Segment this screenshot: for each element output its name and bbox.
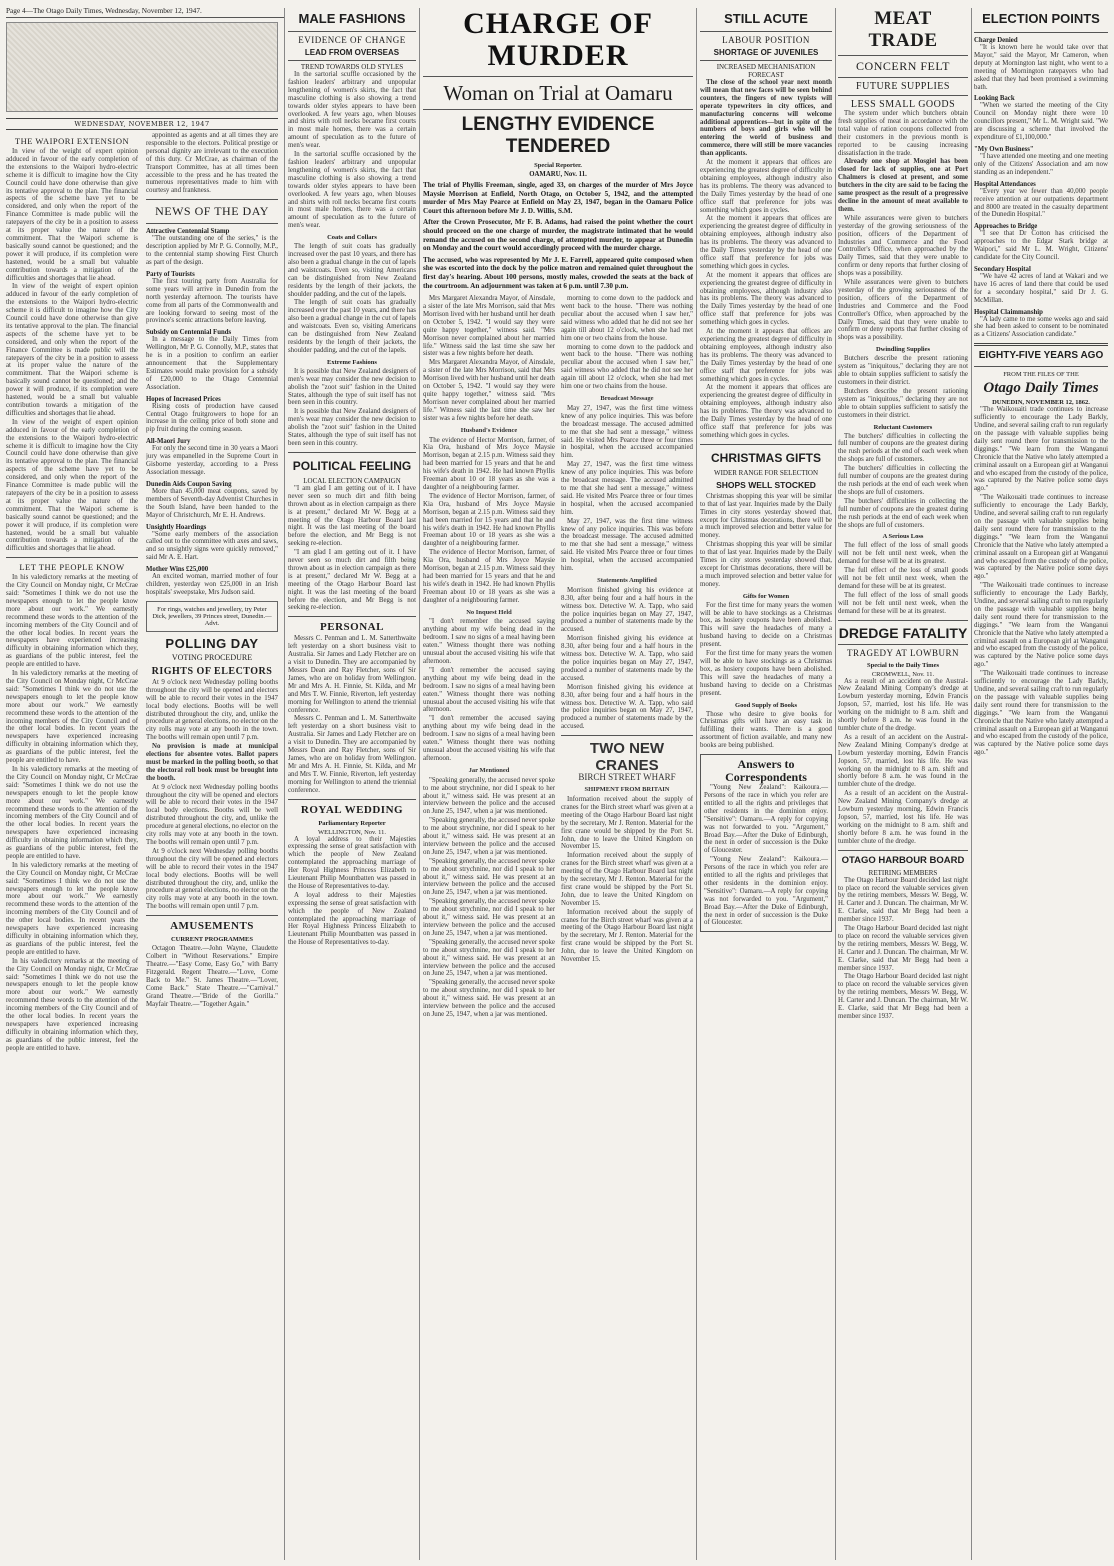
news-item-head: Attractive Centennial Stamp	[146, 228, 230, 236]
dredge-fatality-title: DREDGE FATALITY	[838, 624, 968, 641]
column-1	[6, 132, 278, 1560]
trial-right: morning to come down to the paddock and went back to the house. "There was nothing peculiar about the accused when I saw her," said witness who added that he did not see her again till about 12 o'clock, when she had met him one or two chains from the house. morning to come down to the paddock and went back to the house. "There was nothing peculiar about the accused when I saw her," said witness who added that he did not see her again till about 12 o'clock, when she had met him one or two chains from the house. Broadcast Message May 27, 1947, was the first time witness knew of any police inquiries. This was before the broadcast message. The accused admitted to me that she had sent a message," witness said. He visited Mrs Pearce three or four times in hospital, when the accused accompanied him. May 27, 1947, was the first time witness knew of any police inquiries. This was before the broadcast message. The accused admitted to me that she had sent a message," witness said. He visited Mrs Pearce three or four times in hospital, when the accused accompanied him. May 27, 1947, was the first time witness knew of any police inquiries. This was before the broadcast message. The accused admitted to me that she had sent a message," witness said. He visited Mrs Pearce three or four times in hospital, when the accused accompanied him. Statements Amplified Morrison finished giving his evidence at 8.30, after being four and a half hours in the witness box. Detective W. A. Tapp, who said the police inquiries began on May 27, 1947, produced a number of statements made by the accused. Morrison finished giving his evidence at 8.30, after being four and a half hours in the witness box. Detective W. A. Tapp, who said the police inquiries began on May 27, 1947, produced a number of statements made by the accused. Morrison finished giving his evidence at 8.30, after being four and a half hours in the witness box. Detective W. A. Tapp, who said the police inquiries began on May 27, 1947, produced a number of statements made by the accused. TWO NEW CRANES BIRCH STREET WHARF SHIPMENT FROM BRITAIN Information received about the supply of cranes for the Birch street wharf was given at a meeting of the Otago Harbour Board last night by the secretary, Mr J. Renton. Material for the first crane would be shipped by the Port St. John, due to leave the United Kingdom on November 15. Information received about the supply of cranes for the Birch street wharf was given at a meeting of the Otago Harbour Board last night by the secretary, Mr J. Renton. Material for the first crane would be shipped by the Port St. John, due to leave the United Kingdom on November 15. Information received about the supply of cranes for the Birch street wharf was given at a meeting of the Otago Harbour Board last night by the secretary, Mr J. Renton. Material for the first crane would be shipped by the Port St. John, due to leave the United Kingdom on November 15.	[561, 295, 693, 964]
news-item-head: All-Maori Jury	[146, 438, 191, 446]
column-6	[974, 8, 1108, 1560]
trial-body	[423, 295, 693, 1020]
election-item-head: Approaches to Bridge	[974, 223, 1038, 231]
jewellers-advert: For rings, watches and jewellery, try Peter Dick, jewellers, 39 Princes street, Dunedin.—Advt.	[146, 601, 278, 632]
masthead-illustration	[6, 22, 278, 112]
extreme-head: Extreme Fashions	[327, 358, 377, 366]
amusements-text: Octagon Theatre.—John Wayne, Claudette Colbert in "Without Reservations." Empire Theatre.—"Easy Come, Easy Go," with Barry Fitzgerald. Regent Theatre.—"Love, Come Back to Me." St. James Theatre.—"Lover, Come Back." State Theatre.—"Carnival." Grand Theatre.—"Bride of the Gorilla." Mayfair Theatre.—"Together Again."	[146, 945, 278, 1008]
election-points-title: ELECTION POINTS	[982, 11, 1100, 26]
election-item-text: "I see that Dr Cotton has criticised the approaches to the Edgar Stark bridge at Waipori," said Mr L. M. Wright, Citizens' candidate for the City Council.	[974, 230, 1108, 262]
meat-trade-title: MEAT TRADE	[868, 8, 938, 51]
news-intro: appointed as agents and at all times they are responsible to the electors. Political prestige or personal dignity are irrelevant to the execution of this duty. Cr McCrae, as chairman of the Transport Committee, has at all times been accessible to the press and he has treated the numerous representatives made to him with courtesy and frankness.	[146, 132, 278, 195]
polling-day-title: POLLING DAY	[165, 635, 259, 651]
election-item-text: "It is known here he would take over that Mayor," said the Mayor, Mr Cameron, when deputy at Mornington last night, who went to a meeting of Mornington ratepayers who had asked that they had been promised a swimming bath.	[974, 44, 1108, 91]
news-item-text: The first touring party from Australia for some years will arrive in Dunedin from the north yesterday afternoon. The tourists have come from all parts of the Commonwealth and are looking forward to seeing most of the province's scenic attractions before leaving.	[146, 277, 278, 325]
evidence-of-change-sub: EVIDENCE OF CHANGE	[288, 31, 416, 45]
people-text: In his valedictory remarks at the meeting of the City Council on Monday night, Cr McCrae said: "Sometimes I think we do not use the newspapers enough to let the people know more about our work." We earnestly recommend these words to the attention of the incoming members of the City Council and of the other local bodies. In recent years the newspapers have experienced increasing difficulty in obtaining information which they, as guardians of the public interest, feel the people are entitled to have. In his valedictory remarks at the meeting of the City Council on Monday night, Cr McCrae said: "Sometimes I think we do not use the newspapers enough to let the people know more about our work." We earnestly recommend these words to the attention of the incoming members of the City Council and of the other local bodies. In recent years the newspapers have experienced increasing difficulty in obtaining information which they, as guardians of the public interest, feel the people are entitled to have. In his valedictory remarks at the meeting of the City Council on Monday night, Cr McCrae said: "Sometimes I think we do not use the newspapers enough to let the people know more about our work." We earnestly recommend these words to the attention of the incoming members of the City Council and of the other local bodies. In recent years the newspapers have experienced increasing difficulty in obtaining information which they, as guardians of the public interest, feel the people are entitled to have. In his valedictory remarks at the meeting of the City Council on Monday night, Cr McCrae said: "Sometimes I think we do not use the newspapers enough to let the people know more about our work." We earnestly recommend these words to the attention of the incoming members of the City Council and of the other local bodies. In recent years the newspapers have experienced increasing difficulty in obtaining information which they, as guardians of the public interest, feel the people are entitled to have. In his valedictory remarks at the meeting of the City Council on Monday night, Cr McCrae said: "Sometimes I think we do not use the newspapers enough to let the people know more about our work." We earnestly recommend these words to the attention of the incoming members of the City Council and of the other local bodies. In recent years the newspapers have experienced increasing difficulty in obtaining information which they, as guardians of the public interest, feel the people are entitled to have.	[6, 574, 138, 1052]
editorial-text: In view of the weight of expert opinion adduced in favour of the early completion of the extensions to the Waipori hydro-electric scheme it is difficult to imagine how the City Council could have done otherwise than give its tentative approval to the plan. The financial aspects of the scheme have yet to be considered, and only when the report of the Finance Committee is made public will the ratepayers of the city be in a position to assess at its proper value the nature of the commitment. That the Waipori scheme is basically sound cannot be questioned; and the power it will produce, if its completion were hastened, would be a small but valuable contribution towards a mitigation of the difficulties and shortages that lie ahead. In view of the weight of expert opinion adduced in favour of the early completion of the extensions to the Waipori hydro-electric scheme it is difficult to imagine how the City Council could have done otherwise than give its tentative approval to the plan. The financial aspects of the scheme have yet to be considered, and only when the report of the Finance Committee is made public will the ratepayers of the city be in a position to assess at its proper value the nature of the commitment. That the Waipori scheme is basically sound cannot be questioned; and the power it will produce, if its completion were hastened, would be a small but valuable contribution towards a mitigation of the difficulties and shortages that lie ahead. In view of the weight of expert opinion adduced in favour of the early completion of the extensions to the Waipori hydro-electric scheme it is difficult to imagine how the City Council could have done otherwise than give its tentative approval to the plan. The financial aspects of the scheme have yet to be considered, and only when the report of the Finance Committee is made public will the ratepayers of the city be in a position to assess at its proper value the nature of the commitment. That the Waipori scheme is basically sound cannot be questioned; and the power it will produce, if its completion were hastened, would be a small but valuable contribution towards a mitigation of the difficulties and shortages that lie ahead.	[6, 148, 138, 553]
news-item-text: For only the second time in 30 years a Maori jury was empanelled in the Supreme Court in Gisborne yesterday, according to a Press Association message.	[146, 445, 278, 476]
column-3	[423, 8, 693, 1560]
news-item-text: In a message to the Daily Times from Wellington, Mr P. G. Connolly, M.P., states that he is in a position to confirm an earlier announcement that the Supplementary Estimates would make provision for a subsidy of £20,000 to the Otago Centennial Association.	[146, 336, 278, 391]
news-item-head: Subsidy on Centennial Funds	[146, 329, 232, 337]
meat-intro: The system under which butchers obtain fresh supplies of meat in accordance with the total value of ration coupons collected from their customers in the previous month is reported to be causing increasing dissatisfaction in the trade.	[838, 110, 968, 157]
column-2	[288, 8, 416, 1560]
news-item-text: More than 45,000 meat coupons, saved by members of Seventh-day Adventist Churches in the South Island, have been handed to the Mayor of Christchurch, Mr E. H. Andrews.	[146, 487, 278, 519]
election-item-head: "My Own Business"	[974, 145, 1034, 153]
answers-title: Answers to Correspondents	[725, 757, 807, 785]
page-header-line: Page 4—The Otago Daily Times, Wednesday, November 12, 1947.	[6, 6, 284, 18]
election-item-text: "When we started the meeting of the City Council on Monday night there were 10 councillors present," Mr L. M. Wright said. "We are discussing a scheme that involved the expenditure of £1,100,000."	[974, 102, 1108, 142]
election-item-head: Hospital Attendances	[974, 180, 1036, 188]
eighty-five-years-title: EIGHTY-FIVE YEARS AGO	[978, 350, 1104, 362]
election-item-text: "Every year we fewer than 40,000 people receive attention at our outpatients department and 8000 are treated in the casualty department of the Dunedin Hospital."	[974, 187, 1108, 219]
special-reporter: Special Reporter.	[534, 162, 582, 169]
dredge-special: Special to the Daily Times	[867, 661, 939, 669]
personal-title: PERSONAL	[320, 621, 384, 634]
harbour-text: The Otago Harbour Board decided last night to place on record the valuable services given by the retiring members, Messrs W. Begg, W. H. Carter and J. Duncan. The chairman, Mr W. E. Clarke, said that Mr Begg had been a member since 1937. The Otago Harbour Board decided last night to place on record the valuable services given by the retiring members, Messrs W. Begg, W. H. Carter and J. Duncan. The chairman, Mr W. E. Clarke, said that Mr Begg had been a member since 1937. The Otago Harbour Board decided last night to place on record the valuable services given by the retiring members, Messrs W. Begg, W. H. Carter and J. Duncan. The chairman, Mr W. E. Clarke, said that Mr Begg had been a member since 1937.	[838, 876, 968, 1020]
shortage-juveniles-sub: SHORTAGE OF JUVENILES	[713, 48, 819, 57]
books-head: Good Supply of Books	[735, 701, 797, 709]
news-item-text: "Some early members of the association called out to the committee with axes and saws, and so unsightly signs were quickly removed," said Mr A. E. Hart.	[146, 530, 278, 562]
current-programmes-sub: CURRENT PROGRAMMES	[170, 936, 254, 944]
dredge-place: CROMWELL, Nov. 11.	[871, 670, 935, 678]
shops-stocked-sub: SHOPS WELL STOCKED	[716, 479, 816, 490]
local-election-sub: LOCAL ELECTION CAMPAIGN	[303, 476, 401, 485]
shipment-sub: SHIPMENT FROM BRITAIN	[584, 786, 670, 794]
news-item-text: An excited woman, married mother of four children, yesterday won £25,000 in an Irish hospitals' sweepstake, Mrs Judson said.	[146, 573, 278, 596]
eighty-text: "The Waikouaiti trade continues to increase sufficiently to encourage the Lady Barkly, Undine, and several sailing craft to run regularly on the passage with valuable supplies being daily sent round there for transmission to the diggings." "We learn from the Wanganui Chronicle that the Native who lately attempted a criminal assault on a European girl at Wanganui and who escaped from the custody of the police, was captured by the Native police some days ago." "The Waikouaiti trade continues to increase sufficiently to encourage the Lady Barkly, Undine, and several sailing craft to run regularly on the passage with valuable supplies being daily sent round there for transmission to the diggings." "We learn from the Wanganui Chronicle that the Native who lately attempted a criminal assault on a European girl at Wanganui and who escaped from the custody of the police, was captured by the Native police some days ago." "The Waikouaiti trade continues to increase sufficiently to encourage the Lady Barkly, Undine, and several sailing craft to run regularly on the passage with valuable supplies being daily sent round there for transmission to the diggings." "We learn from the Wanganui Chronicle that the Native who lately attempted a criminal assault on a European girl at Wanganui and who escaped from the custody of the police, was captured by the Native police some days ago." "The Waikouaiti trade continues to increase sufficiently to encourage the Lady Barkly, Undine, and several sailing craft to run regularly on the passage with valuable supplies being daily sent round there for transmission to the diggings." "We learn from the Wanganui Chronicle that the Native who lately attempted a criminal assault on a European girl at Wanganui and who escaped from the custody of the police, was captured by the Native police some days ago."	[974, 406, 1108, 757]
meat-bold: Already one shop at Mosgiel has been closed for lack of supplies, one at Port Chalmers is closed at present, and some butchers in the city are said to be facing the same prospect as the result of a progressive decline in the amount of meat available to them.	[838, 158, 968, 213]
election-item-text: "A lady came to me some weeks ago and said she had been asked to consent to be nominated as a Citizens' Association candidate."	[974, 315, 1108, 339]
dredge-text: As a result of an accident on the Austral-New Zealand Mining Company's dredge at Lowburn yesterday morning, Edwin Francis Jopson, 57, married, lost his life. He was working on the midnight to 8 a.m. shift and shortly before 8 a.m. he was found in the tumbler chute of the dredge. As a result of an accident on the Austral-New Zealand Mining Company's dredge at Lowburn yesterday morning, Edwin Francis Jopson, 57, married, lost his life. He was working on the midnight to 8 a.m. shift and shortly before 8 a.m. he was found in the tumbler chute of the dredge. As a result of an accident on the Austral-New Zealand Mining Company's dredge at Lowburn yesterday morning, Edwin Francis Jopson, 57, married, lost his life. He was working on the midnight to 8 a.m. shift and shortly before 8 a.m. he was found in the tumbler chute of the dredge.	[838, 677, 968, 845]
people-title: LET THE PEOPLE KNOW	[19, 562, 125, 573]
lengthy-evidence-title: LENGTHY EVIDENCE TENDERED	[461, 114, 655, 157]
coats-head: Coats and Collars	[327, 234, 377, 242]
xmas-text: Christmas shopping this year will be similar to that of last year. Inquiries made by the Daily Times in city stores yesterday showed that, except for Christmas decorations, there will be a much improved selection and better value for money. Christmas shopping this year will be similar to that of last year. Inquiries made by the Daily Times in city stores yesterday showed that, except for Christmas decorations, there will be a much improved selection and better value for money.	[700, 492, 832, 588]
column-4	[700, 8, 832, 1560]
extreme-text: It is possible that New Zealand designers of men's wear may consider the new decision to abolish the "zoot suit" fashion in the United States, although the type of suit itself has not been seen in this country. It is possible that New Zealand designers of men's wear may consider the new decision to abolish the "zoot suit" fashion in the United States, although the type of suit itself has not been seen in this country.	[288, 367, 416, 447]
from-the-files: FROM THE FILES OF THE	[1003, 371, 1079, 379]
news-item-head: Dunedin Aids Coupon Saving	[146, 480, 232, 488]
two-new-cranes-title: TWO NEW CRANES	[589, 740, 665, 775]
column-5	[838, 8, 968, 1560]
election-item-head: Charge Denied	[974, 37, 1018, 44]
editorial-column	[6, 132, 138, 1560]
trial-intro: The trial of Phyllis Freeman, single, aged 33, on charges of the murder of Mrs Joyce Maysie Morrison at Enfield, North Otago, on October 5, 1942, and the attempted murder of Mrs May Pearce at Enfield on May 23, 1947, began in the Oamaru Police Court this afternoon before Mr J. D. Willis, S.M. After the Crown Prosecutor, Mr F. B. Adams, had raised the point whether the court should proceed on the one charge of murder, the magistrate intimated that he would remand the accused on the second charge, of attempted murder, to appear at Dunedin on Monday and the court would accordingly proceed with the murder charge. The accused, who was represented by Mr J. E. Farrell, appeared quite composed when she was escorted into the dock by the police matron and remained quiet throughout the first day's hearing. About 100 persons, mostly males, crowded the seats at the back of the courtroom. An adjournment was taken at 6 p.m. until 7.30 p.m.	[423, 181, 693, 290]
xmas-text2: For the first time for many years the women will be able to have stockings as a Christmas box, as hosiery coupons have been abolished. This will save the headaches of many a husband having to decide on a Christmas present. For the first time for many years the women will be able to have stockings as a Christmas box, as hosiery coupons have been abolished. This will save the headaches of many a husband having to decide on a Christmas present.	[700, 601, 832, 697]
coats-text: The length of suit coats has gradually increased over the past 10 years, and there has also been a gradual change in the cut of lapels and waistcoats. Even so, visiting Americans can be distinguished from New Zealand residents by the length of their jackets, the shoulder padding, and the cut of the lapels. The length of suit coats has gradually increased over the past 10 years, and there has also been a gradual change in the cut of lapels and waistcoats. Even so, visiting Americans can be distinguished from New Zealand residents by the length of their jackets, the shoulder padding, and the cut of the lapels.	[288, 243, 416, 354]
small-goods-sub: LESS SMALL GOODS	[838, 95, 968, 110]
masthead-dateline: WEDNESDAY, NOVEMBER 12, 1947	[6, 118, 278, 130]
news-item-head: Hopes of Increased Prices	[146, 395, 221, 403]
answers-text: "Young New Zealand": Kaikoura.—Persons of the race in which you refer are entitled to all the rights and privileges that other residents in the dominion enjoy. "Sensitive": Oamaru.—A reply for copying was not forwarded to you. "Argument," Broad Bay.—After the Duke of Edinburgh, the next in order of succession is the Duke of Gloucester. "Young New Zealand": Kaikoura.—Persons of the race in which you refer are entitled to all the rights and privileges that other residents in the dominion enjoy. "Sensitive": Oamaru.—A reply for copying was not forwarded to you. "Argument," Broad Bay.—After the Duke of Edinburgh, the next in order of succession is the Duke of Gloucester.	[704, 784, 828, 927]
royal-wedding-title: ROYAL WEDDING	[300, 803, 404, 816]
election-items	[974, 37, 1108, 339]
still-acute-title: STILL ACUTE	[724, 11, 808, 26]
royal-sub: Parliamentary Reporter	[318, 819, 386, 827]
lead-from-overseas-sub: LEAD FROM OVERSEAS	[304, 48, 400, 57]
fashion-text: In the sartorial scuffle occasioned by the fashion leaders' arbitrary and unpopular lengthening of women's skirts, the fact that masculine clothing is also showing a trend towards older styles appears to have been overlooked. A few years ago, when blouses and shirts with roll necks became first courts in most male homes, there was a certain amount of speculation as to the future of men's wear. In the sartorial scuffle occasioned by the fashion leaders' arbitrary and unpopular lengthening of women's skirts, the fact that masculine clothing is also showing a trend towards older styles appears to have been overlooked. A few years ago, when blouses and shirts with roll necks became first courts in most male homes, there was a certain amount of speculation as to the future of men's wear.	[288, 71, 416, 230]
retiring-sub: RETIRING MEMBERS	[868, 868, 938, 877]
serious-text: The full effect of the loss of small goods will not be felt until next week, when the demand for these will be at its greatest. The full effect of the loss of small goods will not be felt until next week, when the demand for these will be at its greatest. The full effect of the loss of small goods will not be felt until next week, when the demand for these will be at its greatest.	[838, 542, 968, 615]
serious-loss-head: A Serious Loss	[882, 533, 924, 541]
concern-felt-sub: CONCERN FELT	[838, 55, 968, 74]
election-item-head: Hospital Claimmanship	[974, 308, 1043, 316]
meat-text: While assurances were given to butchers yesterday of the growing seriousness of the position, officers of the Department of Industries and Commerce and the Food Controller's Office, when approached by the Daily Times, said that they were unable to confirm or deny reports that further closing of shops was a possibility. While assurances were given to butchers yesterday of the growing seriousness of the position, officers of the Department of Industries and Commerce and the Food Controller's Office, when approached by the Daily Times, said that they were unable to confirm or deny reports that further closing of shops was a possibility.	[838, 214, 968, 342]
trend-old-styles-sub: TREND TOWARDS OLD STYLES	[288, 60, 416, 71]
news-item-head: Unsightly Hoardings	[146, 523, 207, 531]
election-item-head: Looking Back	[974, 95, 1015, 103]
otago-daily-times-logo: Otago Daily Times	[983, 380, 1099, 397]
harbour-board-title: OTAGO HARBOUR BOARD	[841, 854, 965, 866]
male-fashions-title: MALE FASHIONS	[298, 11, 406, 26]
news-item-text: "The outstanding one of the series," is the description applied by Mr P. G. Connolly, M.P., to the centennial stamp showing First Church as part of the design.	[146, 235, 278, 266]
rights-of-electors-title: RIGHTS OF ELECTORS	[151, 665, 273, 677]
wider-range-sub: WIDER RANGE FOR SELECTION	[713, 468, 819, 477]
books-text: Those who desire to give books for Christmas gifts will have an easy task in fulfilling their wants. There is a good assortment of fiction available, and many new books are being published.	[700, 710, 832, 750]
woman-on-trial-title: Woman on Trial at Oamaru	[443, 81, 673, 105]
acute-intro: The close of the school year next month will mean that new faces will be seen behind counters, the fingers of new typists will operate typewriters in city offices, and manufacturing concerns will welcome additional apprentices—but in spite of the numbers of boys and girls who will be entering the world of business and commerce, there will still be more vacancies than applicants.	[700, 79, 832, 158]
eighty-dateline: DUNEDIN, NOVEMBER 12, 1862.	[992, 399, 1090, 407]
political-text: "I am glad I am getting out of it. I have never seen so much dirt and filth being thrown about as in election campaign as there is at present," declared Mr W. Begg at a meeting of the Otago Harbour Board last night. It was the last meeting of the board before the election, and Mr Begg is not seeking re-election. "I am glad I am getting out of it. I have never seen so much dirt and filth being thrown about as in election campaign as there is at present," declared Mr W. Begg at a meeting of the Otago Harbour Board last night. It was the last meeting of the board before the election, and Mr Begg is not seeking re-election.	[288, 484, 416, 612]
christmas-gifts-title: CHRISTMAS GIFTS	[711, 450, 821, 465]
news-items	[146, 228, 278, 597]
personal-text: Messrs C. Penman and L. M. Satterthwaite left yesterday on a short business visit to Australia. Sir James and Lady Fletcher are on a visit to Dunedin. They are accompanied by Messrs Dean and Ray Fletcher, sons of Sir James, who are on holiday from Wellington. Mr and Mrs A. H. Finnie, St. Kilda, and Mr and Mrs T. W. Finnie, Riverton, left yesterday morning for Wellington to attend the triennial conference. Messrs C. Penman and L. M. Satterthwaite left yesterday on a short business visit to Australia. Sir James and Lady Fletcher are on a visit to Dunedin. They are accompanied by Messrs Dean and Ray Fletcher, sons of Sir James, who are on holiday from Wellington. Mr and Mrs A. H. Finnie, St. Kilda, and Mr and Mrs T. W. Finnie, Riverton, left yesterday morning for Wellington to attend the triennial conference.	[288, 635, 416, 794]
charge-of-murder-title: CHARGE OF MURDER	[463, 8, 653, 72]
labour-position-sub: LABOUR POSITION	[700, 31, 832, 45]
news-item-text: Rising costs of production have caused Central Otago fruitgrowers to hope for an increase in the ceiling price of both stone and pip fruit during the coming season.	[146, 402, 278, 434]
election-item-text: "We have 42 acres of land at Wakari and we have 16 acres of land there that could be used for a secondary hospital," said Dr J. G. McMillan.	[974, 272, 1108, 304]
election-item-head: Secondary Hospital	[974, 265, 1031, 273]
answers-box	[700, 754, 832, 932]
oamaru-dateline: OAMARU, Nov. 11.	[529, 171, 587, 178]
gifts-women-head: Gifts for Women	[742, 592, 790, 600]
political-feeling-title: POLITICAL FEELING	[292, 458, 412, 473]
news-of-the-day-title: NEWS OF THE DAY	[155, 204, 269, 219]
acute-text: At the moment it appears that offices are experiencing the greatest degree of difficulty in obtaining employees, although industry also has its problems. The theory was advanced to the Daily Times yesterday by the head of one office staff that preference for jobs was something which goes in cycles. At the moment it appears that offices are experiencing the greatest degree of difficulty in obtaining employees, although industry also has its problems. The theory was advanced to the Daily Times yesterday by the head of one office staff that preference for jobs was something which goes in cycles. At the moment it appears that offices are experiencing the greatest degree of difficulty in obtaining employees, although industry also has its problems. The theory was advanced to the Daily Times yesterday by the head of one office staff that preference for jobs was something which goes in cycles. At the moment it appears that offices are experiencing the greatest degree of difficulty in obtaining employees, although industry also has its problems. The theory was advanced to the Daily Times yesterday by the head of one office staff that preference for jobs was something which goes in cycles. At the moment it appears that offices are experiencing the greatest degree of difficulty in obtaining employees, although industry also has its problems. The theory was advanced to the Daily Times yesterday by the head of one office staff that preference for jobs was something which goes in cycles.	[700, 159, 832, 439]
voting-procedure-sub: VOTING PROCEDURE	[171, 652, 253, 662]
news-column	[146, 132, 278, 1560]
royal-text: A loyal address to their Majesties expressing the sense of great satisfaction with which the people of New Zealand contemplated the approaching marriage of Her Royal Highness Princess Elizabeth to Lieutenant Philip Mountbatten was passed in the House of Representatives to-day. A loyal address to their Majesties expressing the sense of great satisfaction with which the people of New Zealand contemplated the approaching marriage of Her Royal Highness Princess Elizabeth to Lieutenant Philip Mountbatten was passed in the House of Representatives to-day.	[288, 835, 416, 947]
reluctant-head: Reluctant Customers	[873, 423, 933, 431]
royal-place: WELLINGTON, Nov. 11.	[318, 828, 386, 836]
polling-text: At 9 o'clock next Wednesday polling booths throughout the city will be opened and electors will be able to record their votes in the 1947 local body elections. Booths will be well distributed throughout the city, and, unlike the procedure at general elections, no elector on the city rolls may vote at any booth in the town. The booths will remain open until 7 p.m. No provision is made at municipal elections for absentee votes. Ballot papers must be marked in the polling booth, so that the electoral roll book must be brought into the booth. At 9 o'clock next Wednesday polling booths throughout the city will be opened and electors will be able to record their votes in the 1947 local body elections. Booths will be well distributed throughout the city, and, unlike the procedure at general elections, no elector on the city rolls may vote at any booth in the town. The booths will remain open until 7 p.m. At 9 o'clock next Wednesday polling booths throughout the city will be opened and electors will be able to record their votes in the 1947 local body elections. Booths will be well distributed throughout the city, and, unlike the procedure at general elections, no elector on the city rolls may vote at any booth in the town. The booths will remain open until 7 p.m.	[146, 678, 278, 911]
dwindling-head: Dwindling Supplies	[875, 346, 930, 354]
tragedy-sub: TRAGEDY AT LOWBURN	[838, 644, 968, 658]
news-item-head: Mother Wins £25,000	[146, 566, 209, 574]
dwindling-text: Butchers describe the present rationing system as "iniquitous," declaring they are not able to obtain supplies sufficient to satisfy the customers in their district. Butchers describe the present rationing system as "iniquitous," declaring they are not able to obtain supplies sufficient to satisfy the customers in their district.	[838, 355, 968, 419]
mechanisation-sub: INCREASED MECHANISATION FORECAST	[700, 60, 832, 79]
birch-street-sub: BIRCH STREET WHARF	[578, 772, 676, 783]
reluctant-text: The butchers' difficulties in collecting the full number of coupons are the greatest during the rush periods at the end of each week when the shops are full of customers. The butchers' difficulties in collecting the full number of coupons are the greatest during the rush periods at the end of each week when the shops are full of customers. The butchers' difficulties in collecting the full number of coupons are the greatest during the rush periods at the end of each week when the shops are full of customers.	[838, 432, 968, 529]
amusements-title: AMUSEMENTS	[170, 920, 254, 933]
election-item-text: "I have attended one meeting and one meeting only of the Citizens' Association and am now standing as an independent."	[974, 152, 1108, 176]
future-supplies-sub: FUTURE SUPPLIES	[838, 77, 968, 92]
trial-left: Mrs Margaret Alexandra Mayor, of Ainsdale, a sister of the late Mrs Morrison, said that Mrs Morrison lived with her husband until her death on October 5, 1942. "I would say they were quite happy together," witness said. "Mrs Morrison never complained about her married life." Witness said the last time she saw her sister was a few nights before her death. Mrs Margaret Alexandra Mayor, of Ainsdale, a sister of the late Mrs Morrison, said that Mrs Morrison lived with her husband until her death on October 5, 1942. "I would say they were quite happy together," witness said. "Mrs Morrison never complained about her married life." Witness said the last time she saw her sister was a few nights before her death. Husband's Evidence The evidence of Hector Morrison, farmer, of Kia Ora, husband of Mrs Joyce Maysie Morrison, began at 2.15 p.m. Witness said they had been married for 15 years and that he and his wife's death in 1942. He had known Phyllis Freeman about 10 or 18 years as she was a daughter of a neighbouring farmer. The evidence of Hector Morrison, farmer, of Kia Ora, husband of Mrs Joyce Maysie Morrison, began at 2.15 p.m. Witness said they had been married for 15 years and that he and his wife's death in 1942. He had known Phyllis Freeman about 10 or 18 years as she was a daughter of a neighbouring farmer. The evidence of Hector Morrison, farmer, of Kia Ora, husband of Mrs Joyce Maysie Morrison, began at 2.15 p.m. Witness said they had been married for 15 years and that he and his wife's death in 1942. He had known Phyllis Freeman about 10 or 18 years as she was a daughter of a neighbouring farmer. No Inquest Held "I don't remember the accused saying anything about my wife being dead in the bedroom. I saw no signs of a meal having been eaten." Witness thought there was nothing unusual about the accused visiting his wife that afternoon. "I don't remember the accused saying anything about my wife being dead in the bedroom. I saw no signs of a meal having been eaten." Witness thought there was nothing unusual about the accused visiting his wife that afternoon. "I don't remember the accused saying anything about my wife being dead in the bedroom. I saw no signs of a meal having been eaten." Witness thought there was nothing unusual about the accused visiting his wife that afternoon. Jar Mentioned "Speaking generally, the accused never spoke to me about strychnine, nor did I speak to her about it," witness said. He was present at an interview between the police and the accused on June 25, 1947, when a jar was mentioned. "Speaking generally, the accused never spoke to me about strychnine, nor did I speak to her about it," witness said. He was present at an interview between the police and the accused on June 25, 1947, when a jar was mentioned. "Speaking generally, the accused never spoke to me about strychnine, nor did I speak to her about it," witness said. He was present at an interview between the police and the accused on June 25, 1947, when a jar was mentioned. "Speaking generally, the accused never spoke to me about strychnine, nor did I speak to her about it," witness said. He was present at an interview between the police and the accused on June 25, 1947, when a jar was mentioned. "Speaking generally, the accused never spoke to me about strychnine, nor did I speak to her about it," witness said. He was present at an interview between the police and the accused on June 25, 1947, when a jar was mentioned. "Speaking generally, the accused never spoke to me about strychnine, nor did I speak to her about it," witness said. He was present at an interview between the police and the accused on June 25, 1947, when a jar was mentioned.	[423, 295, 555, 1018]
news-item-head: Party of Tourists	[146, 270, 195, 278]
editorial-title: THE WAIPORI EXTENSION	[14, 136, 130, 146]
